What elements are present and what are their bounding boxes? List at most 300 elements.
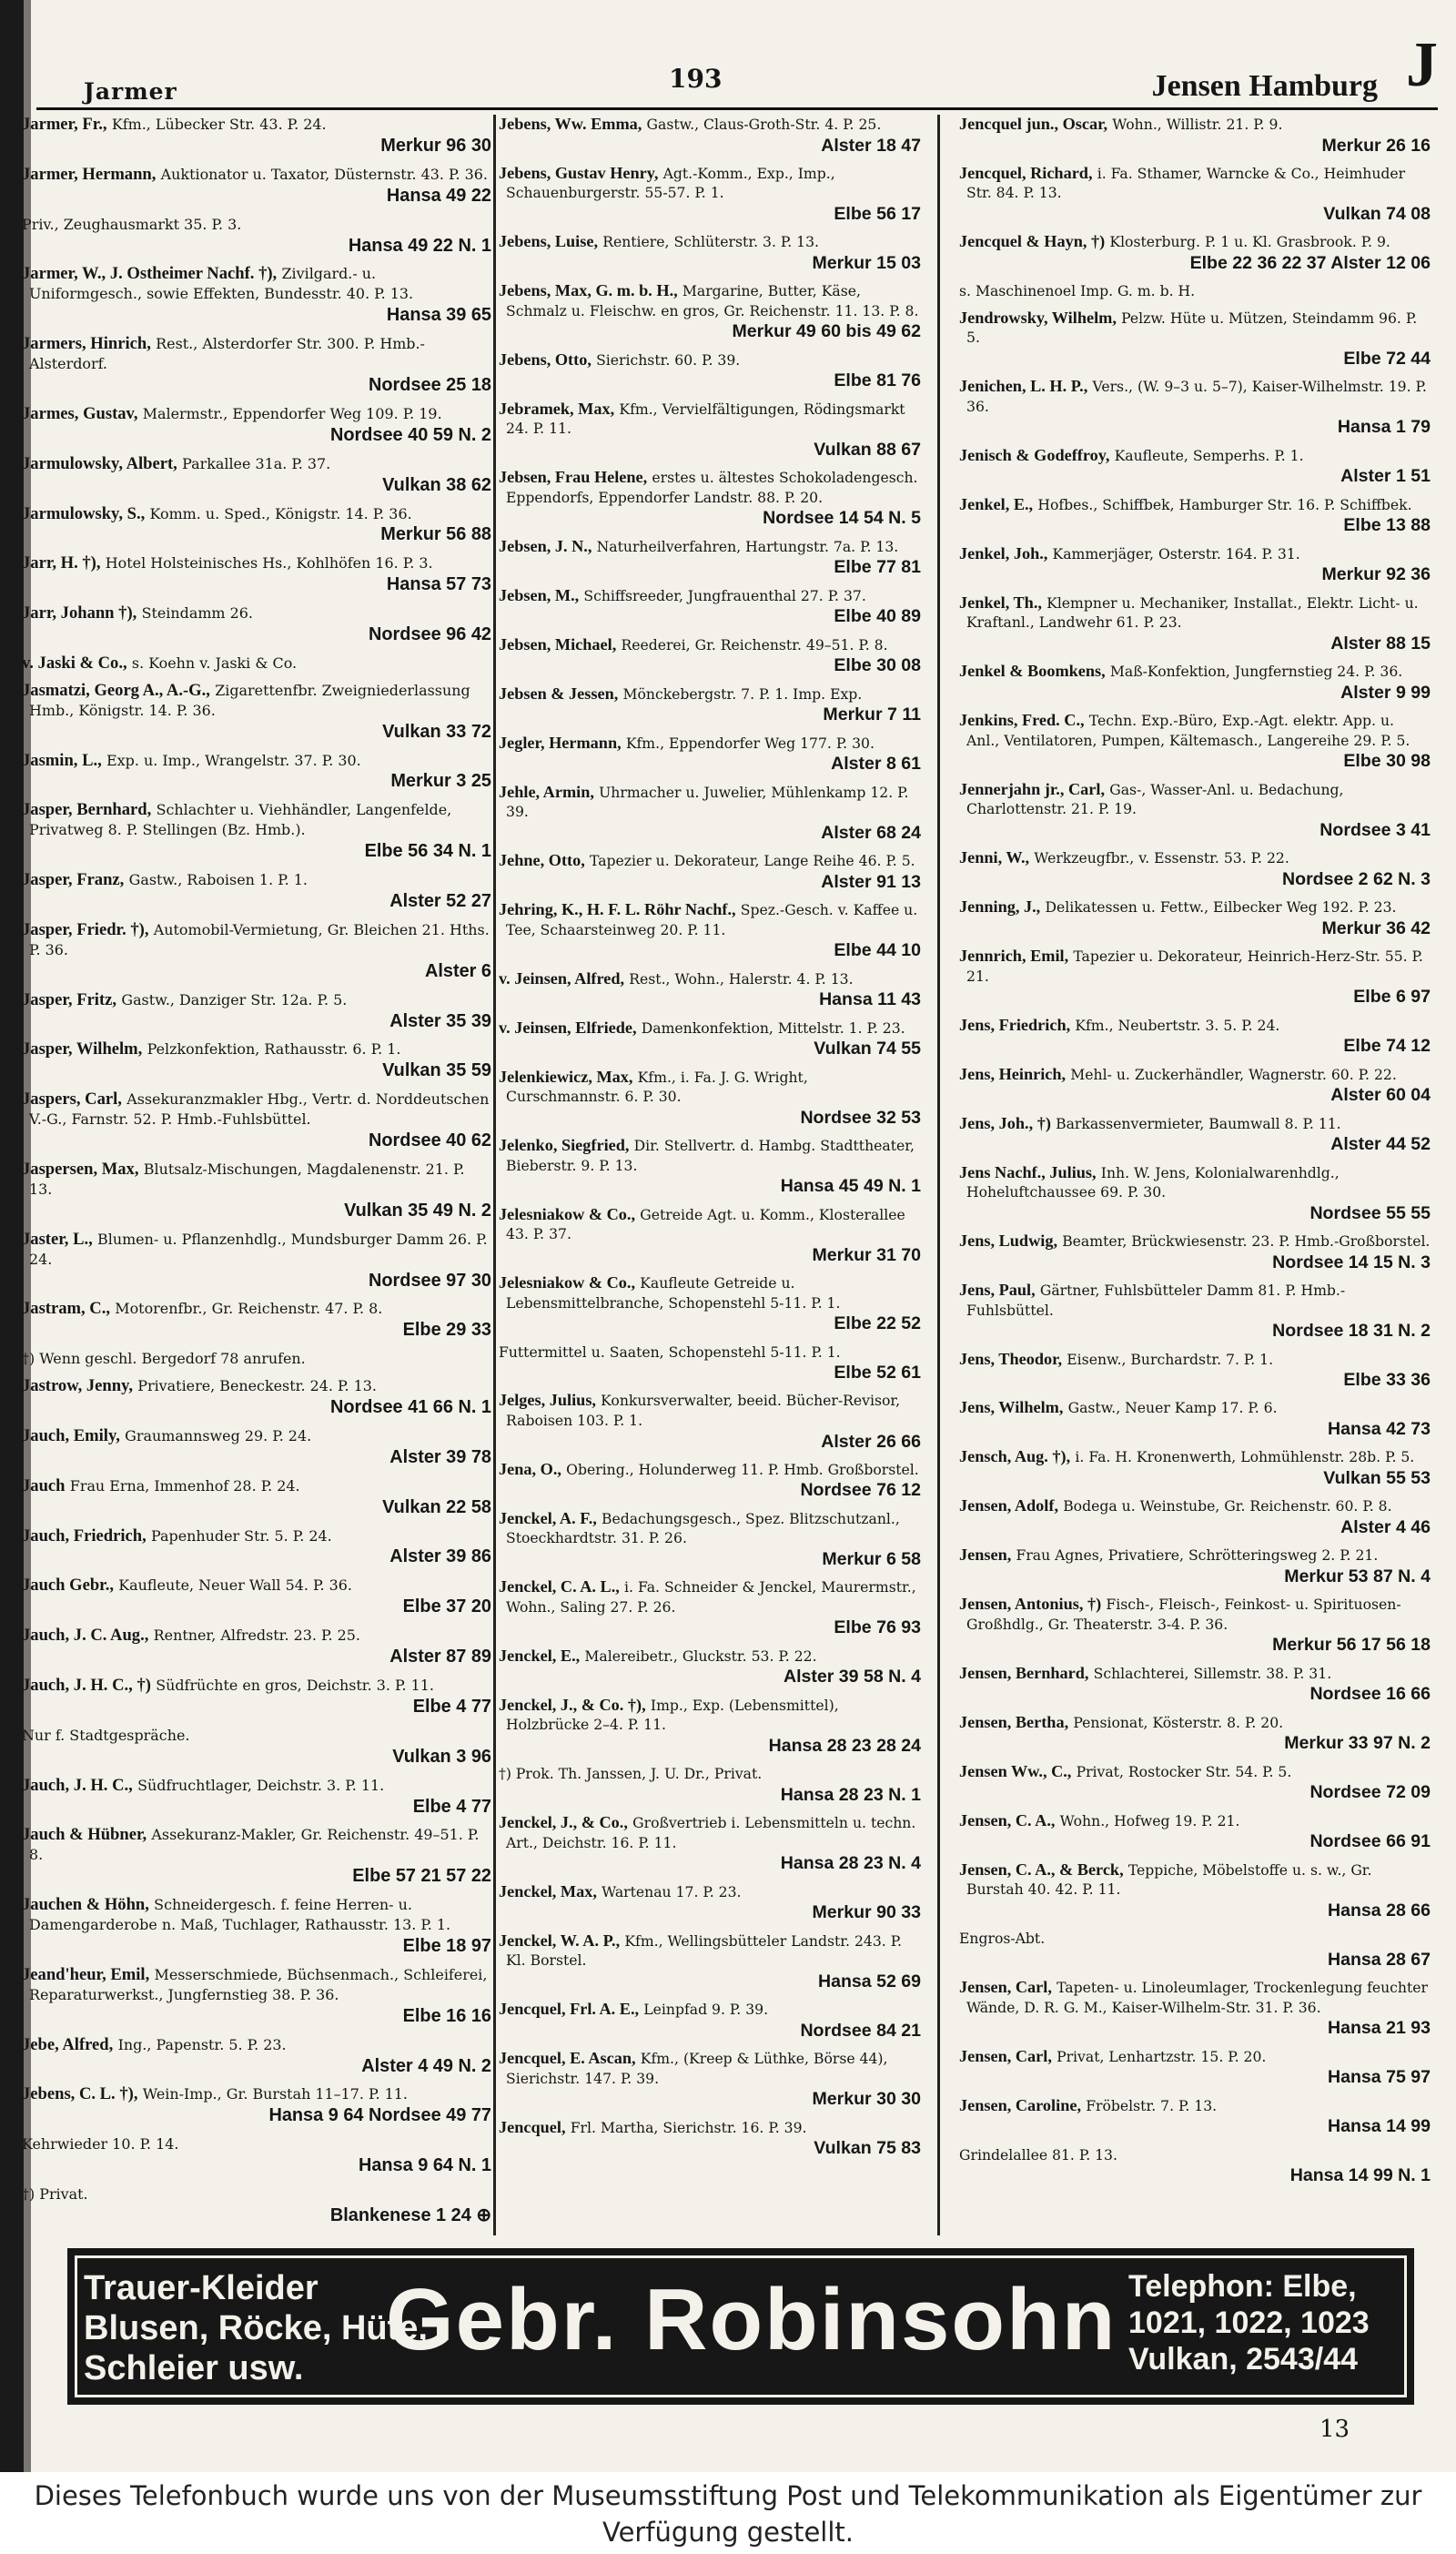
directory-entry — [959, 1163, 1431, 1224]
entry-phone: Nordsee 2 62 N. 3 — [1282, 868, 1431, 889]
entry-phone: Hansa 28 23 28 24 — [768, 1735, 921, 1756]
entry-details: Naturheilverfahren, Hartungstr. 7a. P. 13. — [596, 537, 899, 555]
header-rule — [36, 107, 1438, 110]
entry-name: Jensen, Antonius, †) — [959, 1595, 1102, 1614]
entry-phone: Merkur 33 97 N. 2 — [1284, 1733, 1431, 1754]
directory-entry — [22, 504, 491, 547]
entry-phone: Nordsee 16 66 — [1309, 1684, 1431, 1705]
entry-details: Gastw., Raboisen 1. P. 1. — [128, 871, 308, 889]
entry-phone: Elbe 40 89 — [834, 606, 921, 627]
entry-details: Maß-Konfektion, Jungfernstieg 24. P. 36. — [1109, 663, 1403, 681]
directory-entry — [22, 1676, 491, 1718]
entry-name: Jendrowsky, Wilhelm, — [959, 308, 1117, 327]
entry-name: Jebsen, Frau Helene, — [499, 468, 648, 487]
entry-details: Fisch-, Fleisch-, Feinkost- u. Spirituosen-Großhdlg., Gr. Theaterstr. 3-4. P. 36. — [966, 1596, 1401, 1633]
entry-name: Jarmulowsky, S., — [22, 503, 146, 523]
directory-entry — [959, 711, 1431, 772]
entry-details: Kfm., (Kreep & Lüthke, Börse 44), Sierichstr. 147. P. 39. — [506, 2050, 888, 2087]
entry-phone: Nordsee 96 42 — [369, 624, 491, 645]
directory-entry — [959, 897, 1431, 939]
entry-details: Frau Agnes, Privatiere, Schrötteringsweg 2. P. 21. — [1016, 1546, 1379, 1565]
entry-phone: Hansa 45 49 N. 1 — [780, 1176, 921, 1197]
entry-phone: Merkur 92 36 — [1321, 564, 1431, 585]
column-divider-1 — [493, 115, 496, 2235]
entry-phone: Alster 68 24 — [821, 822, 921, 843]
directory-entry — [959, 309, 1431, 370]
entry-name: Jebramek, Max, — [499, 399, 615, 418]
entry-phone: Alster 39 78 — [389, 1446, 491, 1467]
directory-entry — [499, 783, 921, 844]
entry-details: Rentiere, Schlüterstr. 3. P. 13. — [602, 233, 820, 251]
entry-phone: Alster 6 — [424, 960, 491, 981]
entry-phone: Merkur 7 11 — [823, 704, 921, 725]
directory-entry — [22, 1230, 491, 1292]
entry-phone: Vulkan 33 72 — [382, 721, 491, 742]
directory-entry — [22, 603, 491, 646]
entry-details: Assekuranzmakler Hbg., Vertr. d. Norddeutschen V.-G., Farnstr. 52. P. Hmb.-Fuhlsbüttel. — [29, 1090, 490, 1129]
entry-phone: Alster 88 15 — [1330, 633, 1431, 654]
entry-name: Jenkel & Boomkens, — [959, 662, 1106, 681]
directory-entry — [22, 990, 491, 1033]
entry-phone: Vulkan 38 62 — [382, 474, 491, 495]
entry-name: v. Jaski & Co., — [22, 653, 127, 673]
directory-entry — [959, 848, 1431, 890]
entry-name: Jasper, Bernhard, — [22, 800, 152, 820]
entry-phone: Vulkan 22 58 — [382, 1496, 491, 1517]
entry-details: Nur f. Stadtgespräche. — [22, 1726, 190, 1744]
entry-details: †) Privat. — [22, 2185, 88, 2204]
entry-name: Jeand'heur, Emil, — [22, 1964, 150, 1984]
entry-details: Kammerjäger, Osterstr. 164. P. 31. — [1052, 544, 1300, 562]
column-1 — [22, 115, 491, 2235]
entry-phone: Elbe 4 77 — [412, 1696, 491, 1717]
directory-entry — [22, 1039, 491, 1082]
directory-entry — [959, 780, 1431, 841]
entry-name: Jensen, Caroline, — [959, 2095, 1082, 2114]
entry-details: Delikatessen u. Fettw., Eilbecker Weg 192. P. 23. — [1045, 898, 1397, 917]
entry-details: Bodega u. Weinstube, Gr. Reichenstr. 60. P. 8. — [1063, 1497, 1392, 1515]
directory-entry — [959, 495, 1431, 537]
entry-details: Pelzw. Hüte u. Mützen, Steindamm 96. P. 5. — [966, 309, 1418, 347]
entry-phone: Vulkan 88 67 — [814, 439, 921, 460]
directory-entry — [959, 1929, 1431, 1971]
entry-details: Bedachungsgesch., Spez. Blitzschutzanl., Stoeckhardtstr. 31. P. 26. — [506, 1509, 900, 1547]
entry-phone: Nordsee 66 91 — [1309, 1831, 1431, 1852]
directory-entry — [499, 2000, 921, 2042]
entry-details: Südfrüchte en gros, Deichstr. 3. P. 11. — [156, 1677, 434, 1694]
entry-phone: Alster 52 27 — [389, 891, 491, 911]
entry-details: Kehrwieder 10. P. 14. — [22, 2135, 179, 2154]
directory-entry — [22, 800, 491, 863]
entry-details: Frau Erna, Immenhof 28. P. 24. — [69, 1476, 300, 1495]
directory-entry — [499, 400, 921, 461]
entry-name: Jensen, C. A., & Berck, — [959, 1860, 1124, 1879]
entry-details: Engros-Abt. — [959, 1930, 1046, 1948]
entry-phone: Merkur 36 42 — [1321, 917, 1431, 938]
entry-phone: Hansa 49 22 — [386, 185, 491, 206]
entry-name: Jens, Paul, — [959, 1281, 1036, 1300]
entry-name: Jauch, J. H. C., — [22, 1775, 133, 1795]
entry-name: Jaspersen, Max, — [22, 1159, 139, 1179]
directory-entry — [959, 1595, 1431, 1656]
entry-details: Spez.-Gesch. v. Kaffee u. Tee, Schaarsteinweg 20. P. 11. — [506, 901, 918, 938]
entry-phone: Nordsee 97 30 — [369, 1270, 491, 1291]
entry-details: Gastw., Neuer Kamp 17. P. 6. — [1067, 1399, 1278, 1417]
directory-entry — [22, 1299, 491, 1342]
entry-phone: Elbe 6 97 — [1353, 987, 1431, 1008]
directory-entry — [22, 1090, 491, 1152]
entry-phone: Alster 39 86 — [389, 1546, 491, 1567]
entry-details: Malereibetr., Gluckstr. 53. P. 22. — [584, 1647, 817, 1665]
directory-entry — [959, 1978, 1431, 2039]
entry-details: Großvertrieb i. Lebensmitteln u. techn. Art., Deichstr. 16. P. 11. — [506, 1814, 916, 1851]
archive-caption: Dieses Telefonbuch wurde uns von der Museumsstiftung Post und Telekommunikation als Eigentümer zur Verfügung gestellt. — [34, 2480, 1422, 2548]
directory-entry — [22, 165, 491, 208]
directory-entry — [959, 1398, 1431, 1440]
entry-name: Jenckel, J., & Co., — [499, 1813, 628, 1832]
directory-entry — [959, 593, 1431, 654]
entry-phone: Elbe 52 61 — [834, 1363, 921, 1383]
directory-entry — [499, 635, 921, 677]
entry-details: Mehl- u. Zuckerhändler, Wagnerstr. 60. P. 22. — [1070, 1065, 1397, 1083]
entry-details: Agt.-Komm., Exp., Imp., Schauenburgerstr. 55-57. P. 1. — [506, 164, 835, 202]
entry-name: Jebe, Alfred, — [22, 2034, 114, 2054]
entry-phone: Blankenese 1 24 ⊕ — [329, 2204, 491, 2225]
advertisement-company-name: Gebr. Robinsohn — [386, 2271, 1117, 2368]
entry-name: Jebens, Otto, — [499, 350, 592, 369]
entry-name: Jauch, Emily, — [22, 1425, 120, 1445]
entry-details: Fröbelstr. 7. P. 13. — [1086, 2096, 1218, 2114]
entry-details: Wohn., Willistr. 21. P. 9. — [1112, 116, 1283, 133]
directory-entry — [22, 264, 491, 327]
entry-details: Rentner, Alfredstr. 23. P. 25. — [153, 1627, 360, 1645]
directory-entry — [959, 1016, 1431, 1058]
directory-entry — [499, 586, 921, 628]
column-divider-2 — [937, 115, 940, 2235]
entry-name: Jasper, Franz, — [22, 870, 125, 890]
entry-name: Jarmes, Gustav, — [22, 403, 138, 423]
entry-name: Jensen, Carl, — [959, 2046, 1052, 2065]
entry-name: Jenckel, C. A. L., — [499, 1577, 620, 1596]
entry-details: Zivilgard.- u. Uniformgesch., sowie Effekten, Bundesstr. 40. P. 13. — [29, 265, 414, 303]
entry-phone: Merkur 53 87 N. 4 — [1284, 1566, 1431, 1586]
entry-details: Papenhuder Str. 5. P. 24. — [151, 1526, 332, 1545]
directory-entry — [22, 1895, 491, 1958]
entry-phone: Nordsee 18 31 N. 2 — [1272, 1321, 1431, 1342]
entry-phone: Elbe 74 12 — [1343, 1036, 1431, 1057]
directory-entry — [499, 734, 921, 775]
entry-details: s. Koehn v. Jaski & Co. — [131, 654, 298, 672]
entry-details: Klempner u. Mechaniker, Installat., Elektr. Licht- u. Kraftanl., Landwehr 61. P. 23. — [966, 593, 1419, 632]
entry-name: Jencquel jun., Oscar, — [959, 115, 1108, 133]
entry-name: Jenckel, W. A. P., — [499, 1931, 621, 1950]
entry-phone: Elbe 33 36 — [1343, 1370, 1431, 1391]
entry-name: Jebsen, J. N., — [499, 536, 592, 555]
directory-entry — [22, 1726, 491, 1769]
section-letter: J — [1406, 30, 1438, 100]
directory-entry — [959, 232, 1431, 274]
entry-phone: Alster 35 39 — [389, 1010, 491, 1031]
entry-phone: Elbe 30 98 — [1343, 751, 1431, 772]
entry-details: Wartenau 17. P. 23. — [602, 1882, 742, 1900]
directory-entry — [22, 2184, 491, 2227]
entry-details: Zigarettenfbr. Zweigniederlassung Hmb., Königstr. 14. P. 36. — [29, 681, 470, 719]
entry-phone: Hansa 75 97 — [1327, 2067, 1431, 2088]
entry-name: Jebens, Max, G. m. b. H., — [499, 281, 678, 300]
entry-details: Kfm., Neubertstr. 3. 5. P. 24. — [1075, 1016, 1280, 1034]
entry-phone: Elbe 72 44 — [1343, 348, 1431, 369]
entry-name: Jennerjahn jr., Carl, — [959, 779, 1106, 798]
directory-entry — [22, 1526, 491, 1569]
entry-details: i. Fa. H. Kronenwerth, Lohmühlenstr. 28b. P. 5. — [1075, 1448, 1415, 1466]
entry-phone: Vulkan 75 83 — [814, 2138, 921, 2159]
directory-entry — [499, 1882, 921, 1924]
directory-entry — [22, 115, 491, 157]
directory-entry — [959, 1114, 1431, 1156]
entry-phone: Merkur 56 88 — [380, 524, 491, 545]
entry-phone: Merkur 90 33 — [812, 1902, 921, 1923]
entry-details: Messerschmiede, Büchsenmach., Schleiferei, Reparaturwerkst., Jungfernstieg 38. P. 36. — [29, 1965, 488, 2003]
entry-details: Tapeten- u. Linoleumlager, Trockenlegung feuchter Wände, D. R. G. M., Kaiser-Wilhelm-Str. 31. P. 36. — [966, 1979, 1428, 2016]
entry-name: Jarmer, Fr., — [22, 115, 107, 134]
directory-entry — [499, 281, 921, 342]
entry-details: Tapezier u. Dekorateur, Heinrich-Herz-Str. 55. P. 21. — [966, 948, 1423, 985]
directory-entry — [22, 1476, 491, 1519]
entry-name: Jensen, C. A., — [959, 1810, 1056, 1829]
directory-entry — [959, 2096, 1431, 2138]
entry-name: Jauch — [22, 1475, 66, 1495]
entry-details: Exp. u. Imp., Wrangelstr. 37. P. 30. — [106, 751, 361, 769]
entry-phone: Hansa 28 66 — [1327, 1900, 1431, 1921]
directory-entry — [499, 1343, 921, 1384]
entry-name: Jastram, C., — [22, 1299, 110, 1319]
entry-phone: Elbe 29 33 — [402, 1320, 491, 1341]
advertisement-banner — [67, 2248, 1414, 2405]
page-header — [36, 30, 1438, 105]
entry-details: Gärtner, Fuhlsbütteler Damm 81. P. Hmb.-Fuhlsbüttel. — [966, 1282, 1346, 1319]
entry-phone: Nordsee 3 41 — [1320, 819, 1431, 840]
column-2 — [499, 115, 921, 2235]
directory-entry — [499, 1931, 921, 1992]
entry-phone: Hansa 28 67 — [1327, 1949, 1431, 1970]
directory-entry — [959, 281, 1431, 301]
entry-details: Schlachter u. Viehhändler, Langenfelde, Privatweg 8. P. Stellingen (Bz. Hmb.). — [29, 801, 452, 839]
entry-name: Jenckel, J., & Co. †), — [499, 1695, 646, 1714]
entry-details: Privatiere, Beneckestr. 24. P. 13. — [137, 1377, 377, 1395]
entry-name: Jenichen, L. H. P., — [959, 377, 1088, 396]
entry-details: Wohn., Hofweg 19. P. 21. — [1059, 1811, 1240, 1829]
entry-name: Jebens, C. L. †), — [22, 2084, 138, 2104]
entry-details: Steindamm 26. — [141, 604, 253, 623]
entry-name: Jencquel & Hayn, †) — [959, 232, 1106, 251]
directory-entry — [22, 404, 491, 447]
directory-entry — [499, 1764, 921, 1806]
directory-entry — [499, 1205, 921, 1266]
directory-entry — [499, 684, 921, 726]
entry-phone: Elbe 57 21 57 22 — [352, 1866, 491, 1887]
entry-details: Sierichstr. 60. P. 39. — [596, 350, 741, 369]
entry-name: Jenckel, Max, — [499, 1881, 597, 1900]
entry-phone: Hansa 9 64 N. 1 — [358, 2155, 491, 2176]
entry-name: Jens, Ludwig, — [959, 1231, 1058, 1251]
directory-entry — [499, 1647, 921, 1688]
entry-name: Jens, Heinrich, — [959, 1064, 1067, 1083]
directory-entry — [499, 350, 921, 392]
entry-name: Jasper, Fritz, — [22, 989, 117, 1009]
entry-name: Jauch, J. C. Aug., — [22, 1626, 149, 1646]
entry-details: Auktionator u. Taxator, Düsternstr. 43. P. 36. — [160, 165, 488, 183]
entry-phone: Hansa 11 43 — [819, 989, 921, 1010]
entry-name: Jelenko, Siegfried, — [499, 1136, 630, 1155]
entry-name: Jelges, Julius, — [499, 1391, 596, 1410]
entry-name: Jehring, K., H. F. L. Röhr Nachf., — [499, 900, 736, 919]
entry-phone: Vulkan 35 49 N. 2 — [344, 1200, 491, 1221]
entry-phone: Merkur 31 70 — [812, 1244, 921, 1265]
entry-phone: Nordsee 72 09 — [1309, 1782, 1431, 1803]
entry-name: Jasmatzi, Georg A., A.-G., — [22, 680, 210, 700]
entry-phone: Nordsee 40 59 N. 2 — [329, 424, 491, 445]
directory-entry — [959, 947, 1431, 1008]
entry-phone: Alster 26 66 — [821, 1431, 921, 1452]
entry-name: Jauch, J. H. C., †) — [22, 1676, 151, 1695]
directory-entry — [22, 654, 491, 674]
entry-phone: Hansa 39 65 — [386, 305, 491, 326]
directory-entry — [959, 1496, 1431, 1538]
entry-name: Jelesniakow & Co., — [499, 1204, 636, 1223]
entry-details: Pelzkonfektion, Rathausstr. 6. P. 1. — [147, 1040, 401, 1059]
directory-entry — [499, 115, 921, 157]
entry-details: Kfm., Eppendorfer Weg 177. P. 30. — [625, 734, 875, 752]
directory-entry — [959, 544, 1431, 586]
entry-name: Jena, O., — [499, 1459, 561, 1478]
directory-entry — [499, 1136, 921, 1197]
entry-name: Jehle, Armin, — [499, 782, 594, 801]
entry-name: Jarmer, W., J. Ostheimer Nachf. †), — [22, 264, 278, 284]
directory-entry — [499, 1813, 921, 1874]
entry-details: Damenkonfektion, Mittelstr. 1. P. 23. — [641, 1019, 905, 1037]
entry-name: Jehne, Otto, — [499, 851, 585, 870]
entry-name: Jelesniakow & Co., — [499, 1273, 636, 1292]
entry-details: Blutsalz-Mischungen, Magdalenenstr. 21. P. 13. — [29, 1160, 465, 1198]
directory-entry — [22, 1376, 491, 1419]
entry-phone: Nordsee 40 62 — [369, 1130, 491, 1151]
entry-name: Jebsen, M., — [499, 585, 580, 604]
directory-entry — [499, 900, 921, 961]
entry-details: Kfm., i. Fa. J. G. Wright, Curschmannstr. 6. P. 30. — [506, 1068, 808, 1106]
directory-entry — [499, 1577, 921, 1638]
entry-details: Graumannsweg 29. P. 24. — [125, 1426, 312, 1444]
entry-name: Jarmers, Hinrich, — [22, 334, 151, 354]
directory-entry — [22, 751, 491, 794]
entry-phone: Hansa 28 23 N. 4 — [780, 1853, 921, 1874]
entry-phone: Elbe 22 52 — [834, 1313, 921, 1334]
entry-phone: Vulkan 74 55 — [814, 1039, 921, 1059]
entry-phone: Elbe 4 77 — [412, 1796, 491, 1817]
entry-details: Mönckebergstr. 7. P. 1. Imp. Exp. — [622, 684, 863, 703]
directory-entry — [959, 446, 1431, 488]
entry-details: †) Wenn geschl. Bergedorf 78 anrufen. — [22, 1350, 306, 1368]
entry-phone: Alster 60 04 — [1330, 1085, 1431, 1106]
entry-phone: Alster 9 99 — [1340, 682, 1431, 703]
directory-entry — [22, 454, 491, 497]
header-right-keyword: Jensen Hamburg — [1151, 69, 1378, 103]
directory-entry — [959, 377, 1431, 438]
entry-details: i. Fa. Schneider & Jenckel, Maurermstr., Wohn., Saling 27. P. 26. — [506, 1578, 916, 1616]
directory-entry — [959, 1664, 1431, 1706]
directory-entry — [499, 1509, 921, 1570]
directory-entry — [499, 1391, 921, 1452]
entry-details: Vers., (W. 9–3 u. 5–7), Kaiser-Wilhelmstr. 19. P. 36. — [966, 378, 1427, 415]
directory-entry — [959, 1350, 1431, 1392]
entry-details: Werkzeugfbr., v. Essenstr. 53. P. 22. — [1034, 849, 1289, 867]
directory-entry — [499, 1460, 921, 1502]
entry-phone: Merkur 15 03 — [812, 252, 921, 273]
entry-name: Jens, Wilhelm, — [959, 1398, 1064, 1417]
entry-phone: Elbe 56 34 N. 1 — [364, 841, 491, 862]
directory-entry — [499, 969, 921, 1011]
entry-name: Jenning, J., — [959, 897, 1041, 917]
entry-name: Jens, Theodor, — [959, 1349, 1063, 1368]
entry-name: v. Jeinsen, Elfriede, — [499, 1018, 637, 1037]
entry-details: erstes u. ältestes Schokoladengesch. Eppendorfs, Eppendorfer Landstr. 88. P. 20. — [506, 469, 918, 506]
entry-details: Konkursverwalter, beeid. Bücher-Revisor, Raboisen 103. P. 1. — [506, 1392, 901, 1429]
entry-phone: Hansa 21 93 — [1327, 2018, 1431, 2039]
entry-name: Jennrich, Emil, — [959, 947, 1069, 966]
entry-details: †) Prok. Th. Janssen, J. U. Dr., Privat. — [499, 1765, 763, 1783]
entry-details: Reederei, Gr. Reichenstr. 49–51. P. 8. — [621, 635, 888, 654]
entry-details: Obering., Holunderweg 11. P. Hmb. Großborstel. — [566, 1460, 919, 1478]
entry-details: Gastw., Danziger Str. 12a. P. 5. — [121, 990, 348, 1008]
directory-entry — [22, 2035, 491, 2078]
entry-details: Ing., Papenstr. 5. P. 23. — [117, 2035, 287, 2053]
directory-entry — [959, 1447, 1431, 1489]
footer-number: 13 — [1320, 2416, 1350, 2443]
directory-entry — [22, 2134, 491, 2177]
entry-name: Jarmer, Hermann, — [22, 164, 157, 184]
directory-entry — [499, 2118, 921, 2160]
entry-phone: Merkur 49 60 bis 49 62 — [732, 321, 921, 342]
directory-entry — [959, 2047, 1431, 2089]
entry-name: Jensen Ww., C., — [959, 1761, 1072, 1780]
entry-name: Jebens, Ww. Emma, — [499, 115, 642, 133]
entry-details: Frl. Martha, Sierichstr. 16. P. 39. — [570, 2118, 807, 2136]
entry-name: Jauch Gebr., — [22, 1576, 114, 1596]
directory-entry — [22, 1426, 491, 1469]
entry-phone: Nordsee 41 66 N. 1 — [329, 1397, 491, 1418]
entry-details: Leinpfad 9. P. 39. — [643, 2001, 769, 2019]
entry-name: Jarmulowsky, Albert, — [22, 453, 177, 473]
entry-details: Wein-Imp., Gr. Burstah 11–17. P. 11. — [142, 2085, 408, 2103]
entry-details: Techn. Exp.-Büro, Exp.-Agt. elektr. App. u. Anl., Ventilatoren, Pumpen, Kältemasch., Langereihe 29. P. 5. — [966, 712, 1410, 749]
header-left-keyword: Jarmer — [84, 78, 177, 105]
entry-phone: Alster 8 61 — [831, 754, 921, 775]
entry-details: Uhrmacher u. Juwelier, Mühlenkamp 12. P. 39. — [506, 783, 909, 821]
entry-phone: Alster 44 52 — [1330, 1134, 1431, 1155]
entry-details: Gas-, Wasser-Anl. u. Bedachung, Charlottenstr. 21. P. 19. — [966, 780, 1344, 818]
entry-name: Jencquel, — [499, 2117, 566, 2136]
entry-name: Jenisch & Godeffroy, — [959, 445, 1110, 464]
directory-entry — [22, 553, 491, 596]
entry-name: Jensen, Bertha, — [959, 1712, 1069, 1731]
entry-name: Jastrow, Jenny, — [22, 1376, 133, 1396]
entry-details: Hofbes., Schiffbek, Hamburger Str. 16. P. Schiffbek. — [1037, 495, 1412, 513]
entry-phone: Alster 87 89 — [389, 1647, 491, 1667]
entry-phone: Elbe 56 17 — [834, 204, 921, 224]
entry-phone: Vulkan 55 53 — [1323, 1467, 1431, 1488]
directory-entry — [22, 681, 491, 744]
entry-details: Privat, Rostocker Str. 54. P. 5. — [1076, 1762, 1292, 1780]
page-number: 193 — [669, 64, 723, 94]
